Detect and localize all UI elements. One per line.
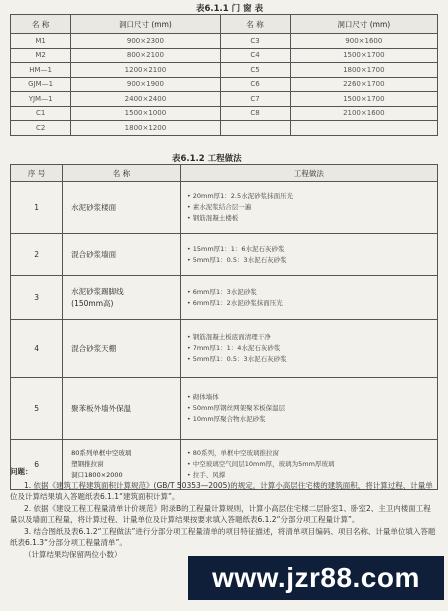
method-line: • 50mm厚钢丝网架聚苯板保温层 [186, 404, 286, 412]
table-row [11, 34, 438, 49]
row-method [180, 234, 437, 276]
table2-header-method: 工程做法 [180, 165, 437, 182]
cell: 900×1600 [290, 34, 437, 49]
cell: M2 [11, 48, 71, 63]
table-row [11, 378, 438, 440]
table-row [11, 63, 438, 78]
questions-section [10, 466, 438, 560]
method-line: • 钢筋混凝土楼板 [186, 214, 239, 222]
method-line: • 7mm厚1：1：4水泥石灰砂浆 [186, 344, 281, 352]
row-number: 6 [11, 440, 63, 490]
cell: 1800×1700 [290, 63, 437, 78]
table1-caption: 表6.1.1 门 窗 表 [196, 4, 264, 14]
cell: C4 [220, 48, 290, 63]
cell: C7 [220, 92, 290, 107]
cell: 1500×1700 [290, 92, 437, 107]
row-name: 80系列单框中空玻璃 塑钢推拉窗 洞口1800×2000 [63, 440, 181, 490]
method-line: • 15mm厚1：1：6水泥石灰砂浆 [186, 244, 285, 253]
row-number: 1 [11, 182, 63, 234]
question-item: 3. 结合图纸及表6.1.2“工程做法”进行分部分项工程量清单的项目特征描述，将清单项目编码、项目名称、计量单位填入答题纸表6.1.3“分部分项工程量清单”。 [10, 526, 436, 547]
table-row [11, 276, 438, 320]
table-row [11, 106, 438, 121]
row-name: 聚苯板外墙外保温 [63, 378, 181, 440]
table-row [11, 92, 438, 107]
row-method [180, 276, 437, 320]
cell: C8 [220, 106, 290, 121]
row-method [180, 378, 437, 440]
table-row [11, 320, 438, 378]
method-line: • 砌体墙体 [186, 393, 219, 401]
row-name: 混合砂浆墙面 [63, 234, 181, 276]
cell: 1200×2100 [71, 63, 220, 78]
cell: C2 [11, 121, 71, 136]
table-row [11, 121, 438, 136]
questions-title: 问题： [10, 467, 33, 476]
table-row [11, 77, 438, 92]
method-line: • 钢筋混凝土板底面清理干净 [186, 333, 271, 341]
cell: 1500×1000 [71, 106, 220, 121]
table1-header-name-2: 名 称 [220, 15, 290, 34]
cell [290, 121, 437, 136]
cell [220, 121, 290, 136]
cell: 2260×1700 [290, 77, 437, 92]
row-name: 水泥砂浆楼面 [63, 182, 181, 234]
row-number: 3 [11, 276, 63, 320]
row-name: 混合砂浆天棚 [63, 320, 181, 378]
table-row [11, 234, 438, 276]
watermark-banner: www.jzr88.com [188, 556, 444, 600]
cell: C6 [220, 77, 290, 92]
table2-caption: 表6.1.2 工程做法 [172, 154, 242, 164]
cell: 900×1900 [71, 77, 220, 92]
construction-method-table [10, 164, 438, 490]
question-item: 2. 依据《建设工程工程量清单计价规范》附录B的工程量计算规则，计算小高层住宅楼二层卧室1、卧室2、主卫内楼面工程量以及墙面工程量，将计算过程、计量单位及计算结果按要求填入答题纸表6.1.2“分部分项工程量计算”。 [10, 503, 431, 524]
method-line: • 6mm厚1：3水泥砂浆 [186, 287, 257, 296]
table-row [11, 182, 438, 234]
cell: 900×2300 [71, 34, 220, 49]
method-line: • 5mm厚1：0.5：3水泥石灰砂浆 [186, 355, 287, 363]
method-line: • 20mm厚1：2.5水泥砂浆抹面压光 [186, 192, 294, 200]
cell: 800×2100 [71, 48, 220, 63]
cell: C5 [220, 63, 290, 78]
cell: C3 [220, 34, 290, 49]
method-line: • 中空玻璃空气间层10mm厚，玻璃为5mm厚玻璃 [186, 460, 335, 468]
row-number: 5 [11, 378, 63, 440]
cell: M1 [11, 34, 71, 49]
question-item: 1. 依据《建筑工程建筑面积计算规范》(GB/T 50353—2005)的规定，计算小高层住宅楼的建筑面积，将计算过程、计量单位及计算结果填入答题纸表6.1.1“建筑面积计算”。 [10, 480, 433, 501]
cell: GJM—1 [11, 77, 71, 92]
method-line: • 拉手、风撑 [186, 471, 226, 479]
cell: HM—1 [11, 63, 71, 78]
cell: 2100×1600 [290, 106, 437, 121]
method-line: • 80系列，单框中空玻璃推拉窗 [186, 449, 279, 457]
table2-header-no: 序 号 [11, 165, 63, 182]
table1-header-name-1: 名 称 [11, 15, 71, 34]
table-row [11, 48, 438, 63]
cell: 1800×1200 [71, 121, 220, 136]
row-number: 4 [11, 320, 63, 378]
row-method [180, 182, 437, 234]
method-line: • 素水泥浆结合层一遍 [186, 203, 252, 211]
table1-header-row [11, 15, 438, 34]
table1-header-size-2: 洞口尺寸 (mm) [290, 15, 437, 34]
cell: 2400×2400 [71, 92, 220, 107]
question-item: （计算结果均保留两位小数） [24, 549, 122, 559]
cell: YJM—1 [11, 92, 71, 107]
method-line: • 10mm厚聚合物水泥砂浆 [186, 415, 266, 423]
cell: C1 [11, 106, 71, 121]
row-name: 水泥砂浆踢脚线 (150mm高) [63, 276, 181, 320]
row-number: 2 [11, 234, 63, 276]
table2-header-row [11, 165, 438, 182]
method-line: • 6mm厚1：2水泥砂浆抹面压光 [186, 298, 283, 307]
table1-header-size-1: 洞口尺寸 (mm) [71, 15, 220, 34]
row-method [180, 320, 437, 378]
table2-header-name: 名 称 [63, 165, 181, 182]
method-line: • 5mm厚1：0.5：3水泥石灰砂浆 [186, 255, 287, 264]
doors-windows-table [10, 14, 438, 136]
cell: 1500×1700 [290, 48, 437, 63]
